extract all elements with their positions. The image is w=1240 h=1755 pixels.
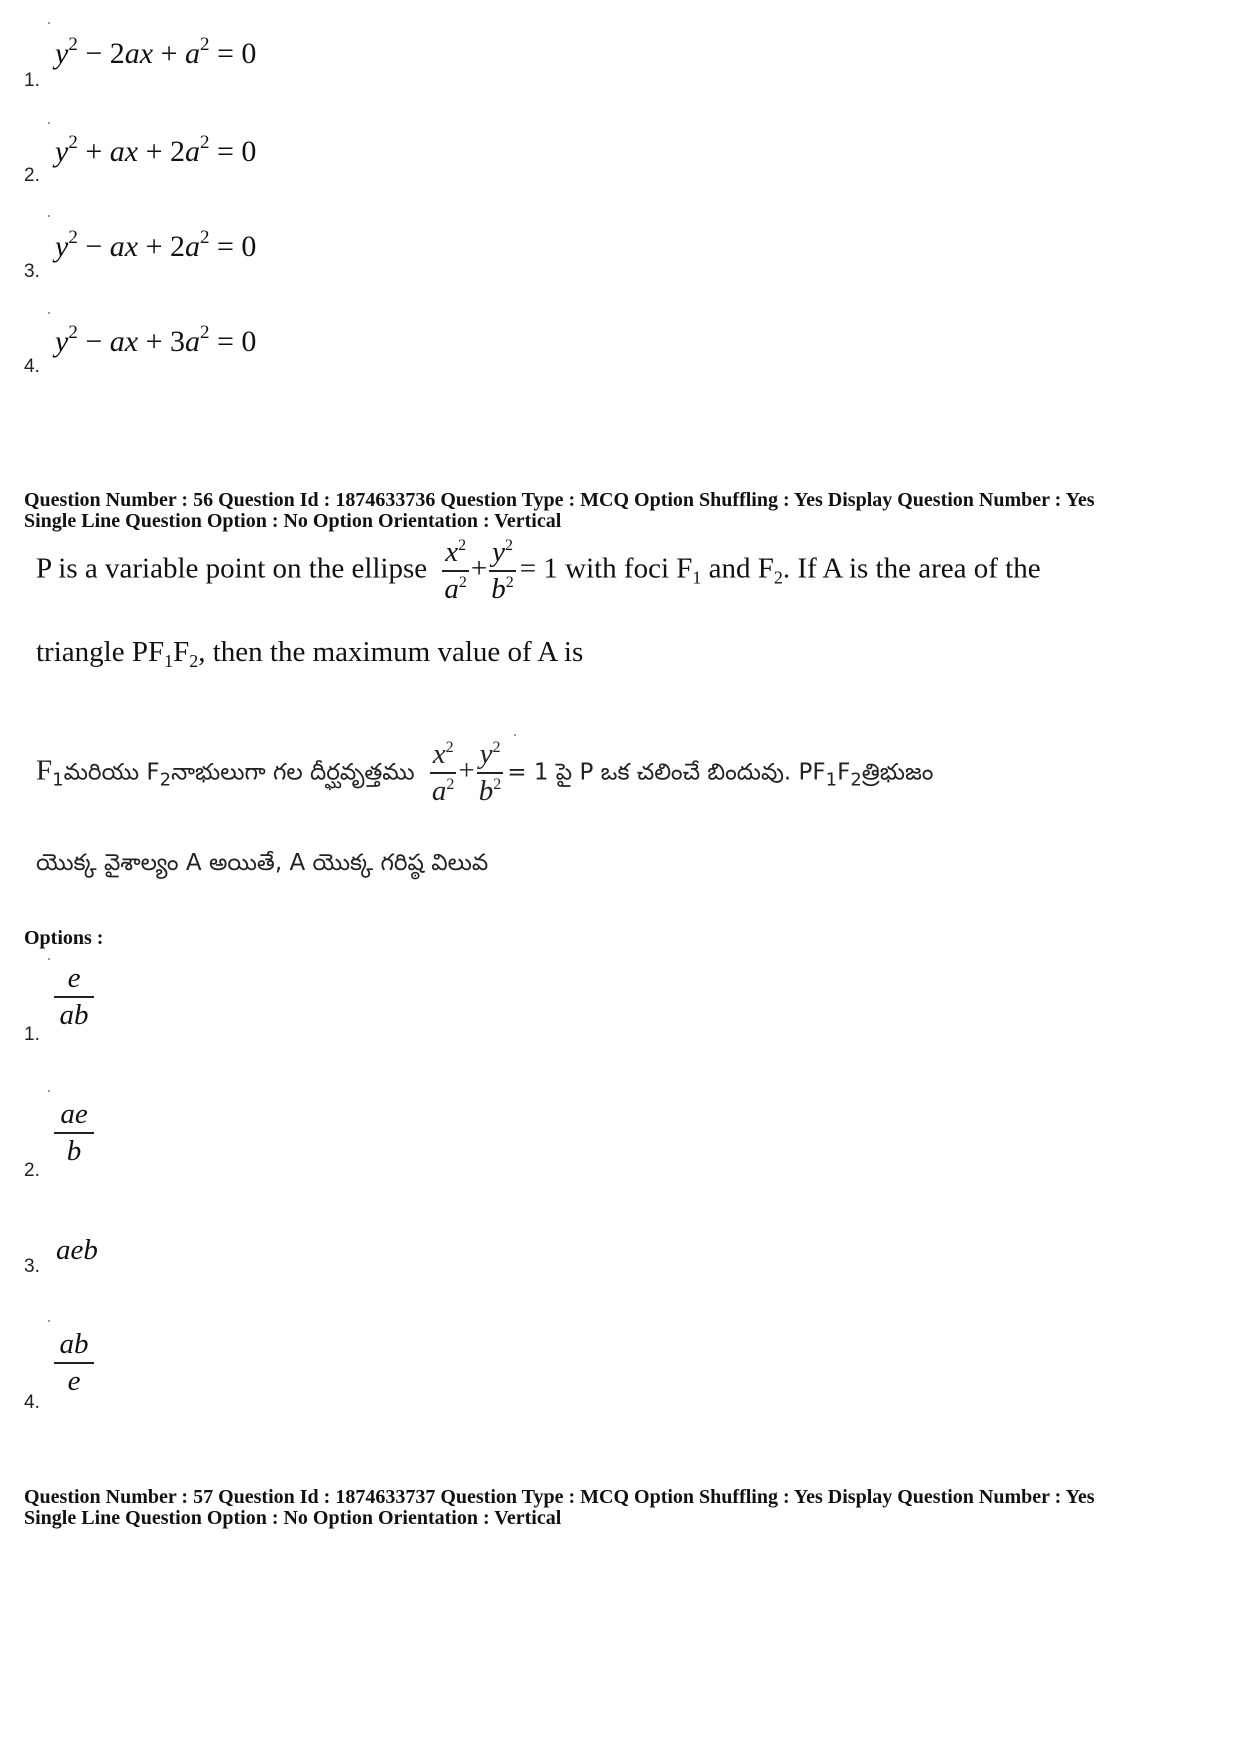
q56-option-3-number: 3. (24, 1256, 40, 1277)
q56-option-2-fraction: $\frac{ae}{b}$ (54, 1100, 94, 1166)
prev-option-2-equation: $y^2$ + ax + $2a^2 = 0$ (55, 132, 257, 168)
q56-telugu-line-2: యొక్క వైశాల్యం A అయితే, A యొక్క గరిష్ఠ విలువ (36, 850, 489, 876)
q56-meta-line-2: Single Line Question Option : No Option Orientation : Vertical (24, 510, 562, 532)
q56-english-frac-y: $\frac{y^2}{b^2}$ (491, 536, 514, 605)
prev-option-4-number: 4. (24, 356, 40, 377)
q56-english-frac-x: $\frac{x^2}{a^2}$ (444, 536, 467, 605)
q56-option-4-number: 4. (24, 1392, 40, 1413)
prev-option-4-equation: $y^2$ − ax + $3a^2 = 0$ (55, 322, 257, 358)
q56-option-3-text: aeb (56, 1234, 98, 1266)
q56-telugu-frac-y: $\frac{y^2}{b^2}$ (478, 738, 502, 807)
q56-english-line-2: triangle $PF_1F_2$, then the maximum value of A is (36, 636, 584, 671)
q57-meta-line-1: Question Number : 57 Question Id : 1874633737 Question Type : MCQ Option Shuffling : Yes Display Question Number : Yes (24, 1486, 1095, 1508)
q56-option-1-number: 1. (24, 1024, 40, 1045)
q56-option-4-fraction: $\frac{ab}{e}$ (54, 1330, 94, 1396)
q56-options-label: Options : (24, 927, 104, 949)
prev-option-2-number: 2. (24, 165, 40, 186)
q56-option-2-number: 2. (24, 1160, 40, 1181)
prev-option-1-equation: $y^2 - 2ax + a^2 = 0$ (55, 34, 257, 70)
q56-telugu-frac-x: $\frac{x^2}{a^2}$ (431, 738, 455, 807)
q56-meta-line-1: Question Number : 56 Question Id : 1874633736 Question Type : MCQ Option Shuffling : Yes Display Question Number : Yes (24, 489, 1095, 511)
prev-option-1-number: 1. (24, 70, 40, 91)
prev-option-3-number: 3. (24, 261, 40, 282)
q56-telugu-line-1: $F_1మరియు$ $F_2నాభులుగా$ గల దీర్ఘవృత్తము $\frac{x^2}{a^2}$ + $\frac{y^2}{b^2}$ = 1 పై P ఒక చలించే బిందువు. $PF_1F_2త్రిభుజం$ (36, 738, 934, 807)
q57-meta-line-2: Single Line Question Option : No Option Orientation : Vertical (24, 1507, 562, 1529)
q56-english-line-1: P is a variable point on the ellipse $\frac{x^2}{a^2}$ + $\frac{y^2}{b^2}$ = 1 with foci $F_1$ and $F_2$. If A is the area of the (36, 536, 1041, 605)
q56-option-1-fraction: $\frac{e}{ab}$ (54, 964, 94, 1030)
prev-option-3-equation: $y^2$ − ax + $2a^2 = 0$ (55, 227, 257, 263)
